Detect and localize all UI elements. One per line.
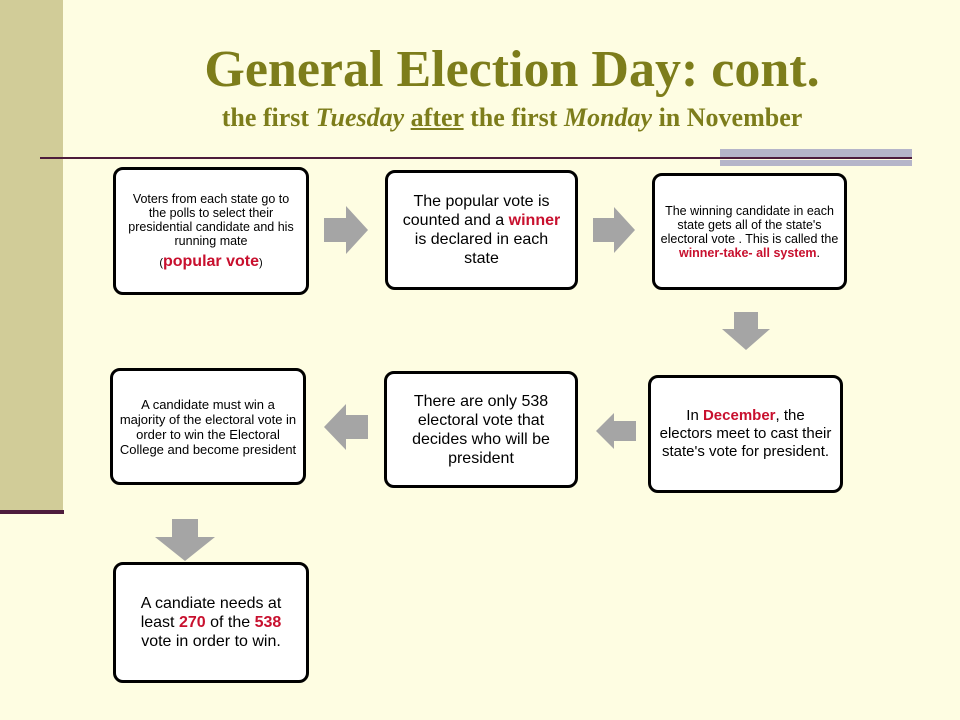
winner-highlight: winner [508,212,561,229]
arrow-right-icon [324,206,368,254]
sidebar-underline [0,510,64,514]
step-text [396,192,567,268]
arrow-right-icon [593,207,635,253]
step-text-part: . [816,245,821,260]
step-text-part: of the [205,614,255,631]
step-text [124,594,298,651]
paren-open: ( [159,257,163,269]
title-block [64,40,960,134]
sidebar-bar [0,0,63,512]
step-box-winner-take-all [652,173,847,290]
slide-title: General Election Day: cont. [204,41,820,98]
paren-close: ) [259,257,263,269]
subtitle-part: the first [221,103,316,132]
step-text-part: In [686,407,703,424]
step-box-majority [110,368,306,485]
step-box-538 [384,371,578,488]
step-text-part: , the electors meet to cast their state's vote for president. [659,407,832,460]
step-box-voters [113,167,309,295]
step-box-count [385,170,578,290]
arrow-down-icon [722,312,770,350]
step-text-part: vote in order to win. [141,633,281,650]
step-text-part: is declared in each state [414,231,549,267]
subtitle-part: in November [652,103,803,132]
subtitle-tuesday: Tuesday [315,103,405,132]
number-270-highlight: 270 [178,614,206,631]
popular-vote-line [159,255,262,270]
subtitle-monday: Monday [563,103,653,132]
arrow-left-icon [324,404,368,450]
step-box-december [648,375,843,493]
number-538-highlight: 538 [254,614,282,631]
arrow-down-icon [155,519,215,561]
arrow-left-icon [596,413,636,449]
slide-subtitle [64,102,960,134]
step-text [660,204,839,260]
step-text [659,407,832,461]
step-text: There are only 538 electoral vote that decides who will be president [412,392,550,467]
winner-take-all-highlight: winner-take- all system [678,245,817,260]
subtitle-part: the first [463,103,564,132]
divider-accent-bottom [720,160,912,166]
popular-vote-highlight: popular vote [162,253,259,270]
step-text-part: The winning candidate in each state gets all of the state's electoral vote . This is called the [660,203,839,246]
step-text-part: The popular vote is counted and a [402,193,550,229]
step-box-270 [113,562,309,683]
subtitle-after: after [410,103,464,132]
step-text: A candidate must win a majority of the electoral vote in order to win the Electoral College and become president [119,396,297,457]
divider-accent-top [720,149,912,157]
december-highlight: December [702,407,776,424]
divider-line [40,157,912,159]
step-text: Voters from each state go to the polls to select their presidential candidate and his running mate [128,192,294,248]
step-text-part: A candiate needs at least [140,595,282,631]
